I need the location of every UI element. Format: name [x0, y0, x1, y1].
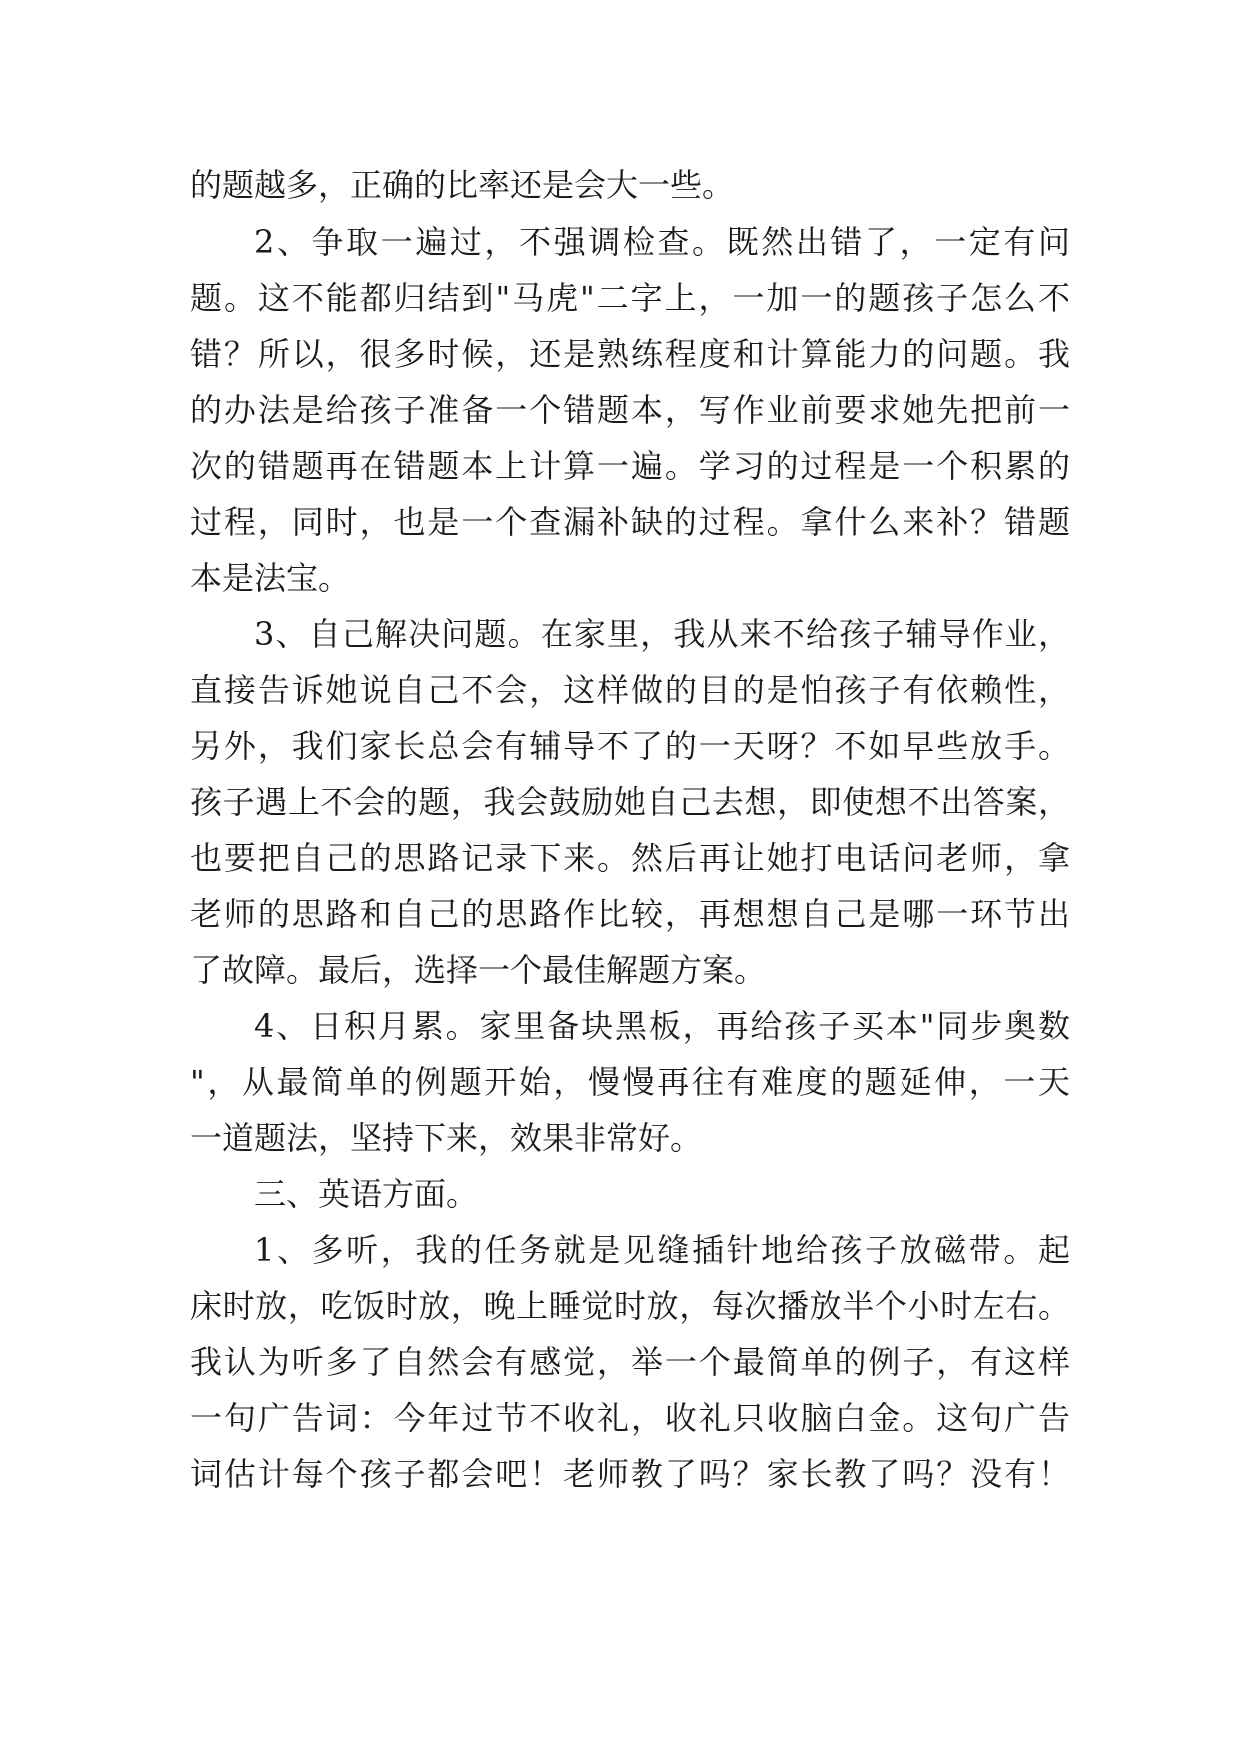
- paragraph-start-line: 3、自己解决问题。在家里，我从来不给孩子辅导作业，: [254, 615, 1070, 653]
- paragraph-start-line: 4、日积月累。家里备块黑板，再给孩子买本"同步奥数: [254, 1007, 1070, 1045]
- text-line: "，从最简单的例题开始，慢慢再往有难度的题延伸，一天: [190, 1063, 1070, 1101]
- text-line: 了故障。最后，选择一个最佳解题方案。: [190, 951, 767, 989]
- text-line: 过程，同时，也是一个查漏补缺的过程。拿什么来补？错题: [190, 503, 1070, 541]
- text-line: 一道题法，坚持下来，效果非常好。: [190, 1119, 703, 1157]
- paragraph-start-line: 1、多听，我的任务就是见缝插针地给孩子放磁带。起: [254, 1231, 1070, 1269]
- text-line: 词估计每个孩子都会吧！老师教了吗？家长教了吗？没有！: [190, 1455, 1070, 1493]
- text-line: 孩子遇上不会的题，我会鼓励她自己去想，即使想不出答案，: [190, 783, 1070, 821]
- text-line: 另外，我们家长总会有辅导不了的一天呀？不如早些放手。: [190, 727, 1070, 765]
- text-line: 的办法是给孩子准备一个错题本，写作业前要求她先把前一: [190, 391, 1070, 429]
- text-line: 老师的思路和自己的思路作比较，再想想自己是哪一环节出: [190, 895, 1070, 933]
- text-line: 我认为听多了自然会有感觉，举一个最简单的例子，有这样: [190, 1343, 1070, 1381]
- text-line: 本是法宝。: [190, 559, 351, 597]
- text-line: 直接告诉她说自己不会，这样做的目的是怕孩子有依赖性，: [190, 671, 1070, 709]
- text-line: 错？所以，很多时候，还是熟练程度和计算能力的问题。我: [190, 335, 1070, 373]
- paragraph-start-line: 2、争取一遍过，不强调检查。既然出错了，一定有问: [254, 223, 1070, 261]
- text-line: 题。这不能都归结到"马虎"二字上，一加一的题孩子怎么不: [190, 279, 1070, 317]
- section-heading: 三、英语方面。: [254, 1175, 479, 1213]
- text-line: 次的错题再在错题本上计算一遍。学习的过程是一个积累的: [190, 447, 1070, 485]
- text-line: 的题越多，正确的比率还是会大一些。: [190, 166, 735, 204]
- text-line: 也要把自己的思路记录下来。然后再让她打电话问老师，拿: [190, 839, 1070, 877]
- text-line: 床时放，吃饭时放，晚上睡觉时放，每次播放半个小时左右。: [190, 1287, 1070, 1325]
- text-line: 一句广告词：今年过节不收礼，收礼只收脑白金。这句广告: [190, 1399, 1070, 1437]
